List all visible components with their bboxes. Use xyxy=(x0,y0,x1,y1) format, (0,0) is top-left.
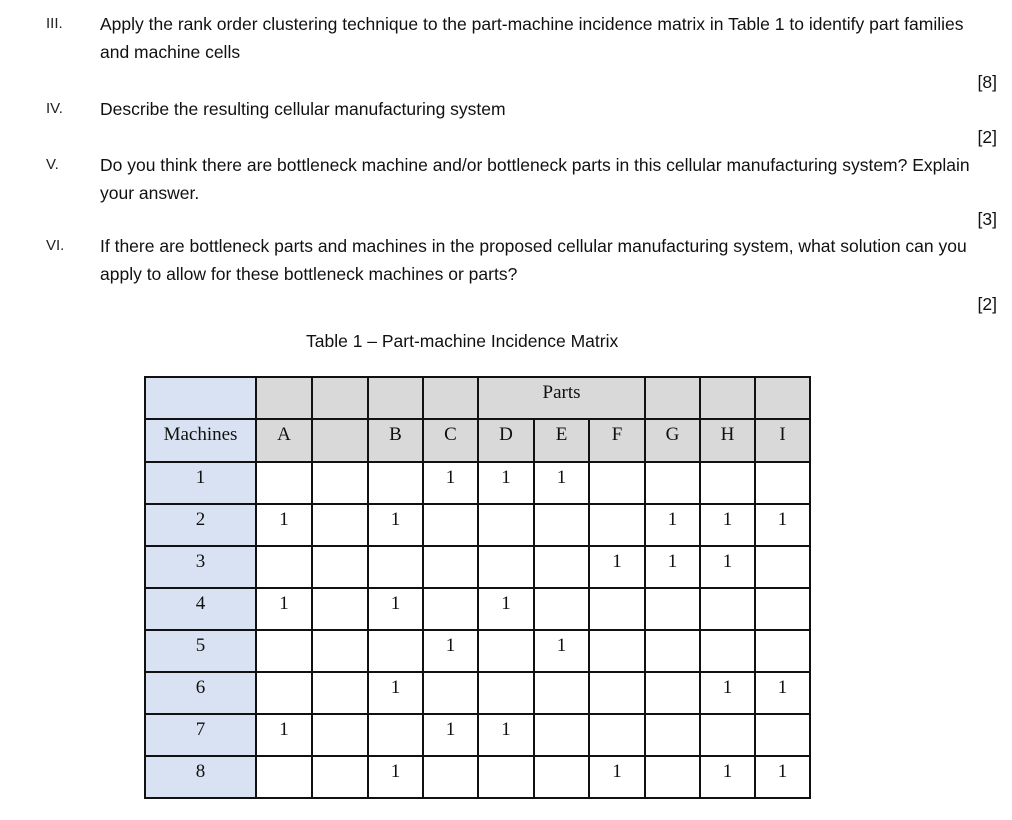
matrix-cell: 1 xyxy=(700,504,755,546)
matrix-cell xyxy=(312,756,368,798)
table-row xyxy=(145,672,810,714)
matrix-cell xyxy=(478,756,534,798)
question-mark: [8] xyxy=(977,72,997,92)
matrix-cell xyxy=(256,756,312,798)
matrix-cell xyxy=(256,630,312,672)
matrix-cell xyxy=(645,588,700,630)
matrix-cell: 1 xyxy=(645,504,700,546)
matrix-cell: 1 xyxy=(256,504,312,546)
matrix-cell xyxy=(534,672,589,714)
matrix-cell xyxy=(368,714,423,756)
matrix-cell: 1 xyxy=(589,546,645,588)
matrix-cell xyxy=(589,462,645,504)
matrix-cell: 1 xyxy=(700,756,755,798)
matrix-cell xyxy=(755,546,810,588)
matrix-cell xyxy=(423,546,478,588)
matrix-cell xyxy=(589,672,645,714)
table-caption: Table 1 – Part-machine Incidence Matrix xyxy=(306,331,619,351)
question-mark: [2] xyxy=(977,127,997,147)
matrix-cell xyxy=(534,714,589,756)
matrix-cell xyxy=(589,504,645,546)
matrix-cell xyxy=(256,546,312,588)
matrix-cell xyxy=(312,672,368,714)
machine-label-cell: 1 xyxy=(145,462,256,504)
matrix-cell xyxy=(534,588,589,630)
matrix-cell xyxy=(312,504,368,546)
table-row xyxy=(145,504,810,546)
matrix-cell: 1 xyxy=(755,672,810,714)
machine-label-cell: 7 xyxy=(145,714,256,756)
previous-question-mark xyxy=(973,0,992,1)
header-spacer-cell xyxy=(368,377,423,419)
machines-header: Machines xyxy=(145,419,256,462)
table-row xyxy=(145,546,810,588)
machine-label-cell: 6 xyxy=(145,672,256,714)
matrix-cell: 1 xyxy=(368,672,423,714)
table-header-row-parts xyxy=(145,377,810,419)
corner-cell xyxy=(145,377,256,419)
matrix-cell xyxy=(645,630,700,672)
matrix-cell xyxy=(645,756,700,798)
matrix-cell xyxy=(312,588,368,630)
matrix-cell xyxy=(423,504,478,546)
column-header: G xyxy=(645,419,700,462)
matrix-cell xyxy=(589,588,645,630)
matrix-cell xyxy=(755,714,810,756)
question-number: III. xyxy=(46,15,63,32)
matrix-cell xyxy=(755,462,810,504)
incidence-matrix-table xyxy=(144,376,811,799)
matrix-cell: 1 xyxy=(256,714,312,756)
machine-label-cell: 3 xyxy=(145,546,256,588)
table-row xyxy=(145,756,810,798)
column-header: B xyxy=(368,419,423,462)
matrix-cell xyxy=(645,462,700,504)
table-row xyxy=(145,462,810,504)
question-text: Describe the resulting cellular manufacturing system xyxy=(100,99,506,119)
matrix-cell xyxy=(700,714,755,756)
matrix-cell: 1 xyxy=(478,462,534,504)
matrix-cell xyxy=(368,462,423,504)
column-header: F xyxy=(589,419,645,462)
matrix-cell xyxy=(478,672,534,714)
header-spacer-cell xyxy=(755,377,810,419)
header-spacer-cell xyxy=(312,377,368,419)
table-row xyxy=(145,588,810,630)
machine-label-cell: 2 xyxy=(145,504,256,546)
matrix-cell xyxy=(423,756,478,798)
matrix-cell: 1 xyxy=(423,462,478,504)
machine-label-cell: 5 xyxy=(145,630,256,672)
column-header: E xyxy=(534,419,589,462)
table-header-row-columns xyxy=(145,419,810,462)
matrix-cell: 1 xyxy=(589,756,645,798)
matrix-cell: 1 xyxy=(423,714,478,756)
matrix-cell: 1 xyxy=(368,588,423,630)
matrix-cell xyxy=(645,672,700,714)
question-text: Apply the rank order clustering technique to the part-machine incidence matrix in Table 1 to identify part families and machine cells xyxy=(100,14,964,62)
matrix-cell xyxy=(312,462,368,504)
matrix-cell: 1 xyxy=(534,462,589,504)
matrix-cell: 1 xyxy=(700,672,755,714)
matrix-cell xyxy=(534,546,589,588)
matrix-cell xyxy=(312,630,368,672)
matrix-cell xyxy=(423,672,478,714)
matrix-cell xyxy=(368,630,423,672)
matrix-cell: 1 xyxy=(478,588,534,630)
matrix-body xyxy=(145,462,810,798)
matrix-cell: 1 xyxy=(534,630,589,672)
matrix-cell: 1 xyxy=(256,588,312,630)
parts-header: Parts xyxy=(478,377,645,419)
question-number: VI. xyxy=(46,237,65,254)
matrix-cell xyxy=(423,588,478,630)
column-header: C xyxy=(423,419,478,462)
question-text: If there are bottleneck parts and machines in the proposed cellular manufacturing system, what solution can you apply to allow for these bottleneck machines or parts? xyxy=(100,236,967,284)
question-mark: [3] xyxy=(977,209,997,229)
machine-label-cell: 8 xyxy=(145,756,256,798)
matrix-cell xyxy=(478,504,534,546)
matrix-cell: 1 xyxy=(755,756,810,798)
matrix-cell xyxy=(700,630,755,672)
matrix-cell xyxy=(589,630,645,672)
matrix-cell xyxy=(589,714,645,756)
matrix-cell xyxy=(534,504,589,546)
matrix-cell: 1 xyxy=(755,504,810,546)
matrix-cell: 1 xyxy=(368,756,423,798)
column-header: D xyxy=(478,419,534,462)
matrix-cell xyxy=(256,462,312,504)
table-row xyxy=(145,630,810,672)
header-spacer-cell xyxy=(423,377,478,419)
matrix-cell xyxy=(312,714,368,756)
matrix-cell: 1 xyxy=(478,714,534,756)
machine-label-cell: 4 xyxy=(145,588,256,630)
matrix-cell xyxy=(700,588,755,630)
column-header xyxy=(312,419,368,462)
column-header: I xyxy=(755,419,810,462)
matrix-cell xyxy=(478,630,534,672)
matrix-cell xyxy=(312,546,368,588)
matrix-cell xyxy=(368,546,423,588)
matrix-cell xyxy=(478,546,534,588)
matrix-cell xyxy=(700,462,755,504)
matrix-cell xyxy=(645,714,700,756)
question-number: IV. xyxy=(46,100,63,117)
question-number: V. xyxy=(46,156,59,173)
matrix-cell: 1 xyxy=(645,546,700,588)
matrix-cell: 1 xyxy=(368,504,423,546)
column-header: H xyxy=(700,419,755,462)
table-row xyxy=(145,714,810,756)
column-header: A xyxy=(256,419,312,462)
question-text: Do you think there are bottleneck machine and/or bottleneck parts in this cellular manufacturing system? Explain your answer. xyxy=(100,155,970,203)
matrix-cell xyxy=(534,756,589,798)
header-spacer-cell xyxy=(256,377,312,419)
matrix-cell: 1 xyxy=(700,546,755,588)
question-mark: [2] xyxy=(977,294,997,314)
matrix-cell xyxy=(256,672,312,714)
header-spacer-cell xyxy=(645,377,700,419)
matrix-cell: 1 xyxy=(423,630,478,672)
header-spacer-cell xyxy=(700,377,755,419)
matrix-cell xyxy=(755,588,810,630)
matrix-cell xyxy=(755,630,810,672)
